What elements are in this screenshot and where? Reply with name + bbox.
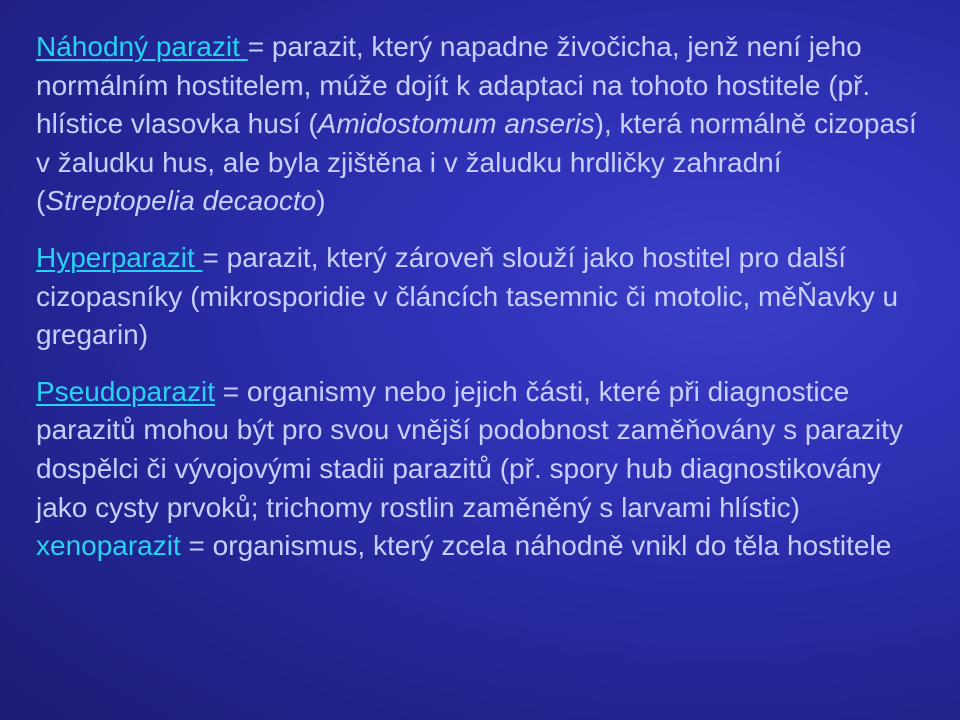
term-nahodny-parazit: Náhodný parazit [36, 31, 248, 62]
species-name: Amidostomum anseris [317, 108, 595, 140]
definition-xenoparazit [36, 527, 926, 566]
term-xenoparazit: xenoparazit [36, 530, 181, 562]
definition-text: = organismus, který zcela náhodně vnikl do těla hostitele [180, 530, 892, 562]
definition-hyperparazit [36, 239, 926, 355]
slide-content [36, 28, 926, 566]
definition-text: ), která normálně cizopasí v žaludku hus, ale byla zjištěna i v žaludku hrdličky zahradní ( [36, 108, 917, 217]
term-hyperparazit: Hyperparazit [36, 241, 203, 273]
species-name: Streptopelia decaocto [45, 185, 317, 217]
definition-nahodny-parazit [36, 28, 926, 221]
definition-text: = parazit, který napadne živočicha, jenž není jeho normálním hostitelem, múže dojít k adaptaci na tohoto hostitele (př. hlístice vlasovka husí ( [36, 31, 871, 140]
definition-pseudoparazit [36, 373, 926, 527]
definition-text: = organismy nebo jejich části, které při diagnostice parazitů mohou být pro svou vnější podobnost zaměňovány s parazity dospělci či vývojovými stadii parazitů (př. spory hub diagnostikovány jako cysty prvoků; trichomy rostlin zaměněný s larvami hlístic) [36, 375, 903, 523]
definition-text: ) [316, 185, 326, 217]
term-pseudoparazit: Pseudoparazit [36, 375, 216, 407]
definition-text: = parazit, který zároveň slouží jako hostitel pro další cizopasníky (mikrosporidie v článcích tasemnic či motolic, měŇavky u gregarin) [36, 241, 899, 351]
